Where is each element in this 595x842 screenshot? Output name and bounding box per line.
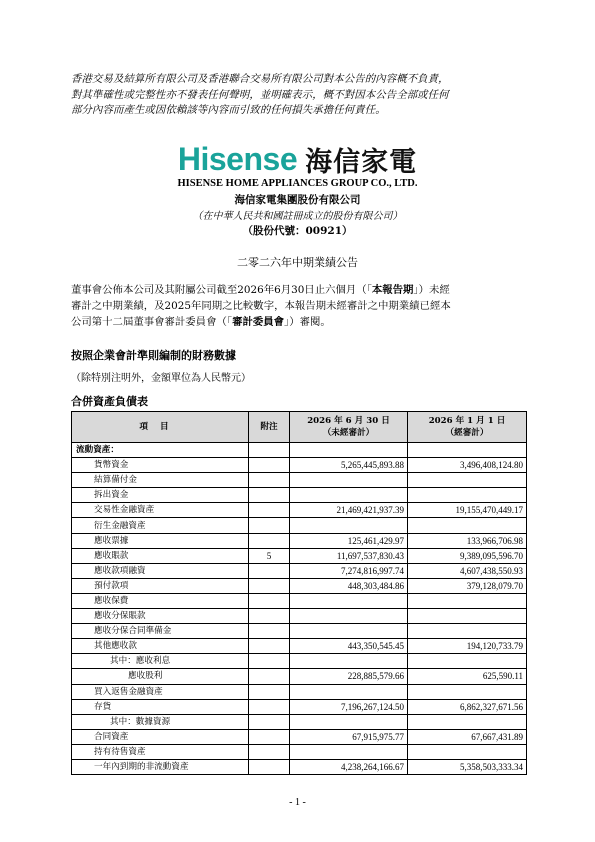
stock-code: （股份代號：00921） xyxy=(242,225,353,237)
table-row xyxy=(72,624,527,639)
disclaimer-line: 對其準確性或完整性亦不發表任何聲明，並明確表示，概不對因本公告全部或任何 xyxy=(71,88,449,101)
row-note xyxy=(249,699,290,714)
table-row xyxy=(72,458,527,473)
row-value-prior: 3,496,408,124.80 xyxy=(408,458,527,473)
table-row xyxy=(72,669,527,684)
row-value-prior: 4,607,438,550.93 xyxy=(408,563,527,578)
header-date: 2026 年 6 月 30 日 xyxy=(307,416,390,426)
header-audit-status: （未經審計） xyxy=(322,428,375,438)
row-note xyxy=(249,624,290,639)
row-value-current: 448,303,484.86 xyxy=(290,578,408,593)
table-row xyxy=(72,563,527,578)
header-current-period xyxy=(290,412,408,443)
row-value-current xyxy=(290,488,408,503)
incorporation-note: （在中華人民共和國註冊成立的股份有限公司） xyxy=(192,211,403,222)
row-value-current xyxy=(290,624,408,639)
row-label: 貨幣資金 xyxy=(72,458,249,473)
row-value-current xyxy=(290,654,408,669)
row-value-current: 11,697,537,830.43 xyxy=(290,548,408,563)
row-value-prior: 194,120,733.79 xyxy=(408,639,527,654)
intro-text: 」）未經 xyxy=(413,284,450,296)
row-value-current: 67,915,975.77 xyxy=(290,729,408,744)
table-row xyxy=(72,488,527,503)
row-value-current: 228,885,579.66 xyxy=(290,669,408,684)
row-value-current: 7,196,267,124.50 xyxy=(290,699,408,714)
table-row xyxy=(72,714,527,729)
logo-chinese-text: 海信家電 xyxy=(305,147,418,178)
disclaimer-line: 部分內容而產生或因依賴該等內容而引致的任何損失承擔任何責任。 xyxy=(71,104,386,116)
row-label: 流動資產： xyxy=(72,443,249,458)
table-row xyxy=(72,609,527,624)
header-prior-period xyxy=(408,412,527,443)
row-label: 其他應收款 xyxy=(72,639,249,654)
table-row xyxy=(72,729,527,744)
row-value-prior xyxy=(408,609,527,624)
row-value-prior: 9,389,095,596.70 xyxy=(408,548,527,563)
row-note xyxy=(249,458,290,473)
row-label: 交易性金融資產 xyxy=(72,503,249,518)
row-value-current: 21,469,421,937.39 xyxy=(290,503,408,518)
row-label: 存貨 xyxy=(72,699,249,714)
intro-text: 公司第十二屆董事會審計委員會（「 xyxy=(71,316,233,328)
page-number: - 1 - xyxy=(289,797,306,808)
table-row xyxy=(72,654,527,669)
row-value-prior xyxy=(408,744,527,759)
row-label: 預付款項 xyxy=(72,578,249,593)
row-label: 結算備付金 xyxy=(72,473,249,488)
row-label: 持有待售資產 xyxy=(72,744,249,759)
row-note: 5 xyxy=(249,548,290,563)
row-label: 應收保費 xyxy=(72,593,249,608)
row-value-current xyxy=(290,744,408,759)
row-value-prior xyxy=(408,488,527,503)
row-value-prior xyxy=(408,624,527,639)
table-header-row xyxy=(72,412,527,443)
row-value-current xyxy=(290,473,408,488)
intro-line: 審計之中期業績，及2025年同期之比較數字，本報告期未經審計之中期業績已經本 xyxy=(71,300,451,312)
row-note xyxy=(249,578,290,593)
row-value-prior: 133,966,706.98 xyxy=(408,533,527,548)
row-note xyxy=(249,639,290,654)
row-value-current: 7,274,816,997.74 xyxy=(290,563,408,578)
table-row xyxy=(72,443,527,458)
row-note xyxy=(249,563,290,578)
row-label: 應收股利 xyxy=(72,669,249,684)
row-label: 應收分保合同準備金 xyxy=(72,624,249,639)
row-value-prior: 19,155,470,449.17 xyxy=(408,503,527,518)
row-value-current: 443,350,545.45 xyxy=(290,639,408,654)
row-value-prior xyxy=(408,473,527,488)
disclaimer xyxy=(71,72,526,119)
balance-sheet-heading: 合併資產負債表 xyxy=(71,395,148,408)
table-row xyxy=(72,639,527,654)
row-note xyxy=(249,473,290,488)
table-row xyxy=(72,684,527,699)
row-note xyxy=(249,503,290,518)
table-row xyxy=(72,533,527,548)
table-row xyxy=(72,593,527,608)
table-body xyxy=(72,443,527,775)
row-label: 拆出資金 xyxy=(72,488,249,503)
row-note xyxy=(249,714,290,729)
row-value-current xyxy=(290,714,408,729)
row-note xyxy=(249,518,290,533)
row-value-current: 4,238,264,166.67 xyxy=(290,759,408,774)
row-value-prior: 6,862,327,671.56 xyxy=(408,699,527,714)
row-value-prior xyxy=(408,714,527,729)
intro-defined-term: 審計委員會 xyxy=(232,316,285,328)
header-note: 附注 xyxy=(249,412,290,443)
row-note xyxy=(249,669,290,684)
intro-line xyxy=(71,282,526,298)
row-value-prior: 379,128,079.70 xyxy=(408,578,527,593)
row-note xyxy=(249,684,290,699)
header-date: 2026 年 1 月 1 日 xyxy=(428,416,506,426)
row-value-prior: 5,358,503,333.34 xyxy=(408,759,527,774)
row-note xyxy=(249,744,290,759)
row-value-current xyxy=(290,609,408,624)
row-label: 一年內到期的非流動資產 xyxy=(72,759,249,774)
intro-paragraph xyxy=(71,282,526,330)
row-label: 應收票據 xyxy=(72,533,249,548)
row-value-current: 125,461,429.97 xyxy=(290,533,408,548)
row-value-prior: 625,590.11 xyxy=(408,669,527,684)
row-value-current xyxy=(290,684,408,699)
disclaimer-line: 香港交易及結算所有限公司及香港聯合交易所有限公司對本公告的內容概不負責， xyxy=(71,73,449,85)
table-row xyxy=(72,578,527,593)
row-value-current xyxy=(290,518,408,533)
company-name-en: HISENSE HOME APPLIANCES GROUP CO., LTD. xyxy=(177,178,418,189)
row-label: 應收賬款 xyxy=(72,548,249,563)
row-note xyxy=(249,729,290,744)
row-label: 衍生金融資產 xyxy=(72,518,249,533)
announcement-title: 二零二六年中期業績公告 xyxy=(237,256,358,269)
logo-latin-text: Hisense xyxy=(177,141,298,177)
row-label: 買入返售金融資產 xyxy=(72,684,249,699)
row-label: 合同資產 xyxy=(72,729,249,744)
header-audit-status: （經審計） xyxy=(445,428,489,438)
row-label: 應收分保賬款 xyxy=(72,609,249,624)
intro-line xyxy=(71,314,526,330)
row-note xyxy=(249,443,290,458)
row-value-prior xyxy=(408,518,527,533)
table-row xyxy=(72,759,527,774)
company-name-zh: 海信家電集團股份有限公司 xyxy=(234,194,361,206)
row-value-current xyxy=(290,443,408,458)
table-row xyxy=(72,518,527,533)
table-row xyxy=(72,473,527,488)
row-note xyxy=(249,533,290,548)
row-note xyxy=(249,609,290,624)
intro-text: 董事會公佈本公司及其附屬公司截至2026年6月30日止六個月（「 xyxy=(71,284,372,296)
hisense-logo xyxy=(0,140,595,179)
row-value-prior xyxy=(408,593,527,608)
intro-defined-term: 本報告期 xyxy=(371,284,414,296)
intro-text: 」）審閱。 xyxy=(284,316,331,328)
row-note xyxy=(249,654,290,669)
section-heading: 按照企業會計準則編制的財務數據 xyxy=(71,349,236,362)
row-note xyxy=(249,488,290,503)
row-value-current: 5,265,445,893.88 xyxy=(290,458,408,473)
row-note xyxy=(249,759,290,774)
row-value-prior: 67,667,431.89 xyxy=(408,729,527,744)
table-row xyxy=(72,699,527,714)
row-label: 其中：應收利息 xyxy=(72,654,249,669)
table-row xyxy=(72,548,527,563)
row-label: 其中：數據資源 xyxy=(72,714,249,729)
balance-sheet-table xyxy=(71,411,527,775)
row-value-current xyxy=(290,593,408,608)
table-row xyxy=(72,503,527,518)
unit-note: （除特別注明外，金額單位為人民幣元） xyxy=(71,373,251,384)
row-value-prior xyxy=(408,443,527,458)
row-value-prior xyxy=(408,684,527,699)
row-label: 應收款項融資 xyxy=(72,563,249,578)
row-value-prior xyxy=(408,654,527,669)
header-item: 項目 xyxy=(72,412,249,443)
row-note xyxy=(249,593,290,608)
table-row xyxy=(72,744,527,759)
